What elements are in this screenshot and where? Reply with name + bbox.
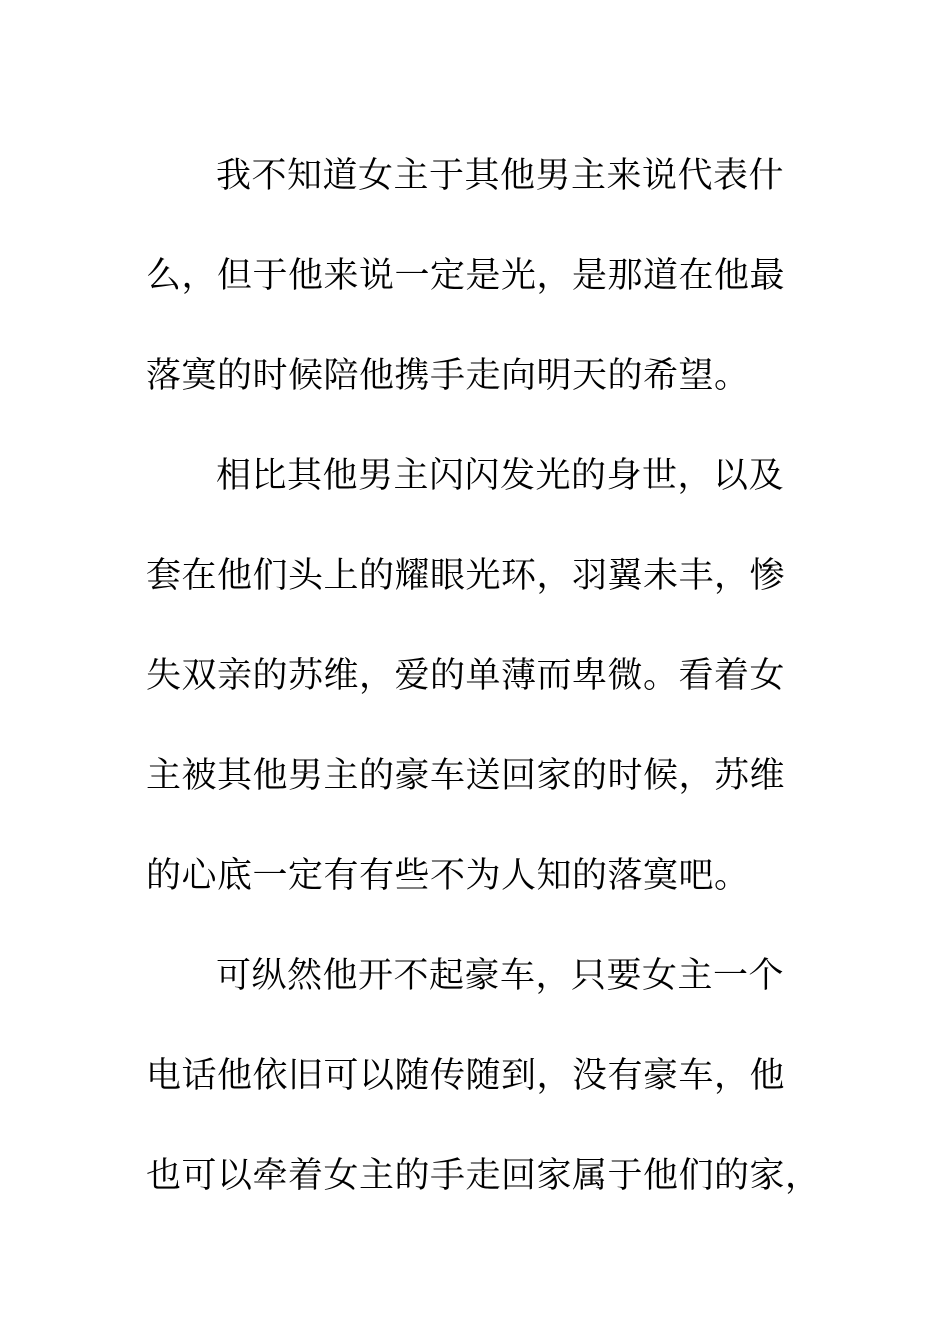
body-text [146,126,821,1226]
paragraph-2-line-4: 主被其他男主的豪车送回家的时候，苏维 [146,756,786,796]
paragraph-1-line-1: 我不知道女主于其他男主来说代表什 [216,156,785,196]
paragraph-2-line-1: 相比其他男主闪闪发光的身世，以及 [216,456,785,496]
paragraph-3-line-1: 可纵然他开不起豪车，只要女主一个 [216,956,785,996]
paragraph-2-line-3: 失双亲的苏维，爱的单薄而卑微。看着女 [146,656,786,696]
paragraph-1-line-2: 么，但于他来说一定是光，是那道在他最 [146,256,786,296]
paragraph-2-line-5: 的心底一定有有些不为人知的落寞吧。 [146,856,750,896]
paragraph-3-line-2: 电话他依旧可以随传随到，没有豪车，他 [146,1056,786,1096]
paragraph-3-line-3: 也可以牵着女主的手走回家属于他们的家， [146,1156,821,1196]
paragraph-2-line-2: 套在他们头上的耀眼光环，羽翼未丰，惨 [146,556,786,596]
paragraph-1-line-3: 落寞的时候陪他携手走向明天的希望。 [146,356,750,396]
